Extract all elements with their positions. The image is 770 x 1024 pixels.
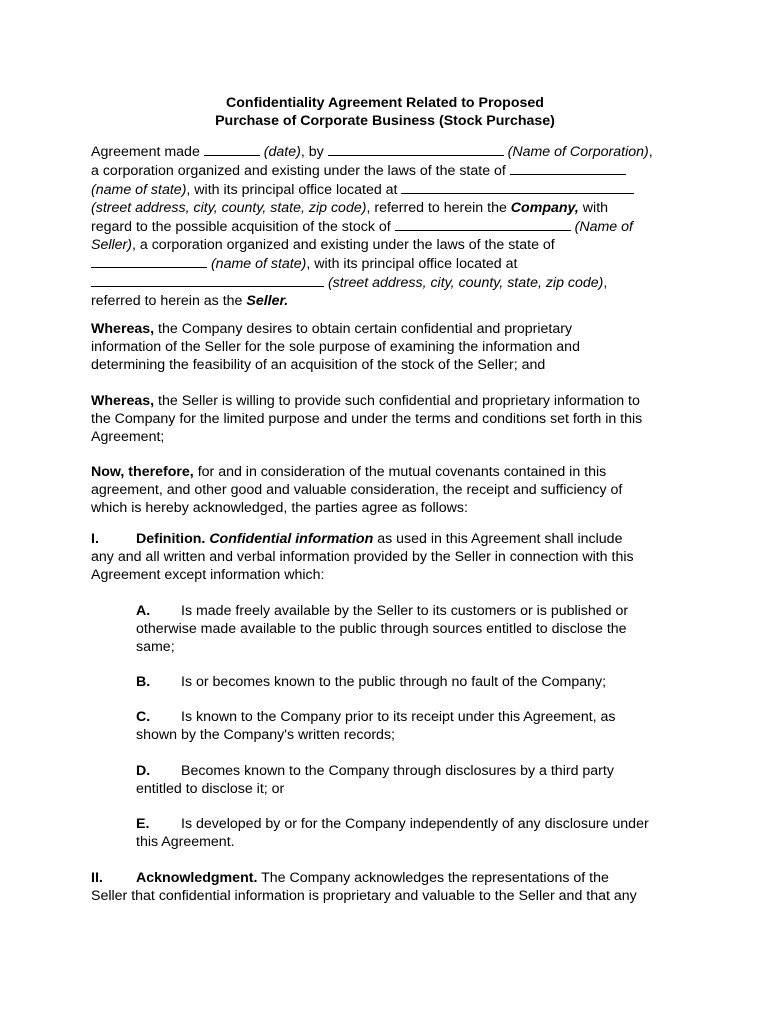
paragraph-text: which is hereby acknowledged, the parties agree as follows: xyxy=(91,500,468,516)
paragraph-text: The Company acknowledges the representations of the xyxy=(257,870,609,886)
company-term: Company, xyxy=(510,200,579,216)
date-blank[interactable] xyxy=(204,142,260,156)
state-label: (name of state) xyxy=(91,182,187,198)
title-line-2: Purchase of Corporate Business (Stock Purchase) xyxy=(215,113,555,129)
whereas-lead: Whereas, xyxy=(91,321,155,337)
seller-name-label: Seller) xyxy=(91,237,132,253)
item-text: this Agreement. xyxy=(136,834,235,850)
item-text: Is known to the Company prior to its receipt under this Agreement, as xyxy=(181,709,616,725)
intro-text: , a corporation organized and existing under the laws of the state of xyxy=(132,237,555,253)
seller-name-blank[interactable] xyxy=(395,217,571,231)
date-label: (date) xyxy=(263,144,301,160)
intro-text: , with its principal office located at xyxy=(186,182,398,198)
list-item-d xyxy=(136,762,696,798)
intro-text: , xyxy=(648,144,653,160)
paragraph-text: the Company for the limited purpose and under the terms and conditions set forth in this xyxy=(91,411,643,427)
title-line-1: Confidentiality Agreement Related to Proposed xyxy=(226,95,544,111)
intro-text: with xyxy=(578,200,609,216)
paragraph-text: the Seller is willing to provide such confidential and proprietary information to xyxy=(154,393,640,409)
item-label: E. xyxy=(136,816,150,832)
section-heading: Definition. xyxy=(136,531,206,547)
section-definition xyxy=(91,530,691,584)
state-label: (name of state) xyxy=(210,256,307,272)
item-text: Becomes known to the Company through disclosures by a third party xyxy=(181,763,614,779)
seller-address-blank[interactable] xyxy=(91,273,324,287)
section-number: I. xyxy=(91,531,99,547)
paragraph-text: Agreement except information which: xyxy=(91,567,325,583)
paragraph-text: any and all written and verbal information provided by the Seller in connection with this xyxy=(91,549,634,565)
intro-text: , by xyxy=(300,144,324,160)
defined-term: Confidential information xyxy=(209,531,374,547)
item-label: B. xyxy=(136,674,151,690)
list-item-b xyxy=(136,673,696,691)
document-title xyxy=(0,94,770,130)
section-heading: Acknowledgment. xyxy=(136,870,258,886)
intro-text: referred to herein as the xyxy=(91,293,247,309)
item-text: Is developed by or for the Company independently of any disclosure under xyxy=(181,816,649,832)
intro-text: Agreement made xyxy=(91,144,200,160)
intro-text: regard to the possible acquisition of the stock of xyxy=(91,219,391,235)
item-text: shown by the Company's written records; xyxy=(136,727,395,743)
item-text: Is made freely available by the Seller to its customers or is published or xyxy=(181,603,629,619)
intro-text: , with its principal office located at xyxy=(306,256,518,272)
item-text: entitled to disclose it; or xyxy=(136,781,285,797)
corporation-name-blank[interactable] xyxy=(328,142,504,156)
now-therefore-lead: Now, therefore, xyxy=(91,464,194,480)
item-text: Is or becomes known to the public through no fault of the Company; xyxy=(181,674,607,690)
paragraph-text: information of the Seller for the sole purpose of examining the information and xyxy=(91,339,580,355)
paragraph-text: the Company desires to obtain certain confidential and proprietary xyxy=(154,321,573,337)
section-number: II. xyxy=(91,870,103,886)
item-label: D. xyxy=(136,763,151,779)
corporation-name-label: (Name of Corporation) xyxy=(507,144,649,160)
whereas-paragraph-2 xyxy=(91,392,691,446)
seller-state-blank[interactable] xyxy=(91,254,207,268)
item-label: C. xyxy=(136,709,151,725)
intro-text: a corporation organized and existing under the laws of the state of xyxy=(91,163,506,179)
item-label: A. xyxy=(136,603,151,619)
section-acknowledgment xyxy=(91,869,691,905)
address-label: (street address, city, county, state, zip code) xyxy=(91,200,367,216)
intro-paragraph xyxy=(91,142,691,310)
seller-term: Seller. xyxy=(246,293,289,309)
list-item-e xyxy=(136,815,696,851)
paragraph-text: as used in this Agreement shall include xyxy=(373,531,623,547)
company-state-blank[interactable] xyxy=(510,161,626,175)
paragraph-text: determining the feasibility of an acquisition of the stock of the Seller; and xyxy=(91,357,546,373)
now-therefore-paragraph xyxy=(91,463,691,517)
item-text: otherwise made available to the public through sources entitled to disclose the xyxy=(136,621,627,637)
whereas-paragraph-1 xyxy=(91,320,691,374)
paragraph-text: for and in consideration of the mutual covenants contained in this xyxy=(193,464,607,480)
intro-text: , xyxy=(603,275,608,291)
item-text: same; xyxy=(136,639,175,655)
paragraph-text: Agreement; xyxy=(91,429,165,445)
whereas-lead: Whereas, xyxy=(91,393,155,409)
paragraph-text: agreement, and other good and valuable consideration, the receipt and sufficiency of xyxy=(91,482,623,498)
seller-name-label: (Name of xyxy=(574,219,633,235)
paragraph-text: Seller that confidential information is proprietary and valuable to the Seller and that any xyxy=(91,888,637,904)
intro-text: , referred to herein the xyxy=(366,200,511,216)
list-item-c xyxy=(136,708,696,744)
company-address-blank[interactable] xyxy=(401,180,634,194)
list-item-a xyxy=(136,602,696,656)
address-label: (street address, city, county, state, zip code) xyxy=(327,275,604,291)
